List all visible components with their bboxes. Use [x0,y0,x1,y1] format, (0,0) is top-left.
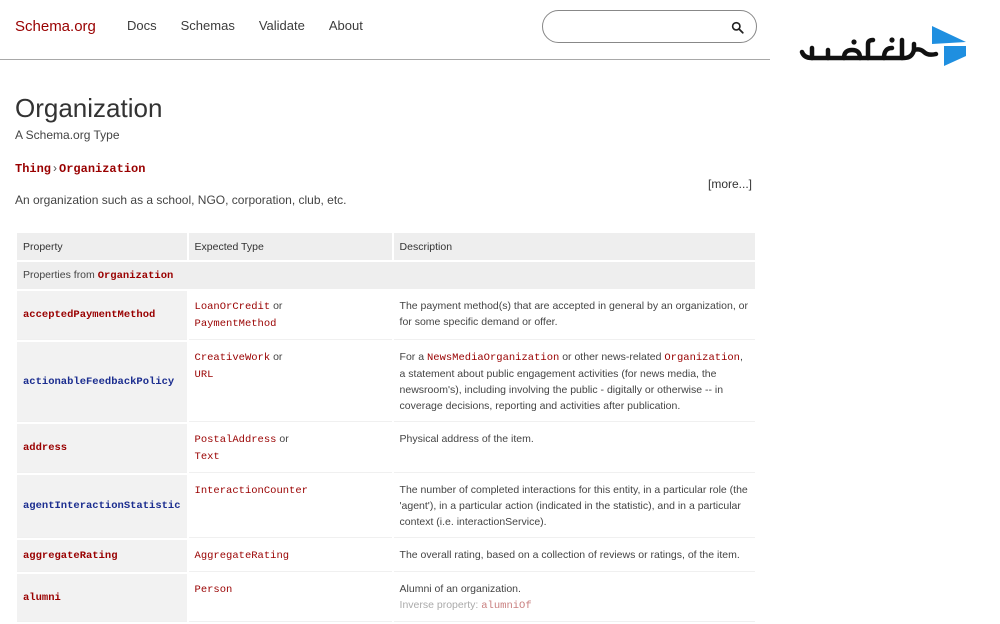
property-name[interactable] [17,291,187,340]
property-name[interactable] [17,342,187,422]
property-link[interactable]: agentInteractionStatistic [23,500,181,512]
or-text: or [279,433,289,445]
group-type-link[interactable]: Organization [97,270,174,282]
expected-types [189,540,392,572]
desc-text: Alumni of an organization. [399,583,521,595]
expected-types [189,291,392,340]
table-row [17,291,755,340]
desc-text: , a statement about public engagement activities (for news media, the newsroom's), including involving the public - digitally or otherwise -- in coverage decisions, reporting and activities after publication. [399,351,743,412]
desc-type-link[interactable]: NewsMediaOrganization [426,352,560,364]
property-description: Physical address of the item. [394,424,755,473]
search-icon[interactable] [731,21,744,34]
property-name[interactable] [17,475,187,538]
property-description [394,342,755,422]
breadcrumb-separator-icon: › [53,161,58,175]
nav-about[interactable]: About [328,18,363,33]
inverse-property-link[interactable]: alumniOf [481,600,532,612]
breadcrumb-organization-link[interactable]: Organization [59,162,146,176]
group-row [17,262,755,289]
expected-types [189,424,392,473]
type-link[interactable]: CreativeWork [194,352,271,364]
table-row [17,342,755,422]
header-expected-type: Expected Type [189,233,392,260]
table-row [17,540,755,572]
header-description: Description [394,233,755,260]
desc-type-link[interactable]: Organization [664,352,740,364]
more-link[interactable]: [more...] [708,177,753,191]
site-header [0,0,770,60]
property-link[interactable]: address [23,442,68,454]
sevenlearn-logo-icon [798,22,970,68]
property-name[interactable] [17,424,187,473]
page-subtitle: A Schema.org Type [15,128,120,142]
table-row [17,424,755,473]
type-link[interactable]: InteractionCounter [194,485,308,497]
breadcrumb [15,161,145,176]
table-row [17,475,755,538]
search-box[interactable] [542,10,757,43]
page-title: Organization [15,93,163,123]
breadcrumb-thing-link[interactable]: Thing [15,162,52,176]
expected-types [189,475,392,538]
table-header-row [17,233,755,260]
property-name[interactable] [17,574,187,622]
property-link[interactable]: acceptedPaymentMethod [23,309,156,321]
expected-types [189,342,392,422]
or-text: or [273,300,283,312]
group-prefix: Properties from [23,269,98,281]
expected-types [189,574,392,622]
inverse-label: Inverse property: [399,599,482,611]
group-label [17,262,755,289]
property-description: The payment method(s) that are accepted in general by an organization, or for some specific demand or offer. [394,291,755,340]
property-description: The overall rating, based on a collection of reviews or ratings, of the item. [394,540,755,572]
type-link[interactable]: URL [194,369,214,381]
nav-docs[interactable]: Docs [127,18,157,33]
property-link[interactable]: aggregateRating [23,549,118,562]
type-description: An organization such as a school, NGO, corporation, club, etc. [15,193,347,207]
or-text: or [273,351,283,363]
type-link[interactable]: Person [194,584,233,596]
type-link[interactable]: LoanOrCredit [194,301,271,313]
brand-link[interactable]: Schema.org [15,18,96,35]
type-link[interactable]: PaymentMethod [194,318,277,330]
type-link[interactable]: Text [194,451,220,463]
property-name[interactable] [17,540,187,572]
property-link[interactable]: actionableFeedbackPolicy [23,375,175,388]
desc-text: For a [399,351,427,363]
properties-table [15,231,757,624]
search-input[interactable] [557,18,727,36]
type-link[interactable]: PostalAddress [194,434,277,446]
header-property: Property [17,233,187,260]
nav-validate[interactable]: Validate [258,18,305,33]
property-link[interactable]: alumni [23,591,61,604]
property-description: The number of completed interactions for this entity, in a particular role (the 'agent'), in a particular action (indicated in the statistic), and in a particular context (i.e. interactionService). [394,475,755,538]
main-nav [127,18,387,33]
desc-text: or other news-related [559,351,665,363]
table-row [17,574,755,622]
property-description [394,574,755,622]
nav-schemas[interactable]: Schemas [180,18,235,33]
type-link[interactable]: AggregateRating [194,550,290,562]
